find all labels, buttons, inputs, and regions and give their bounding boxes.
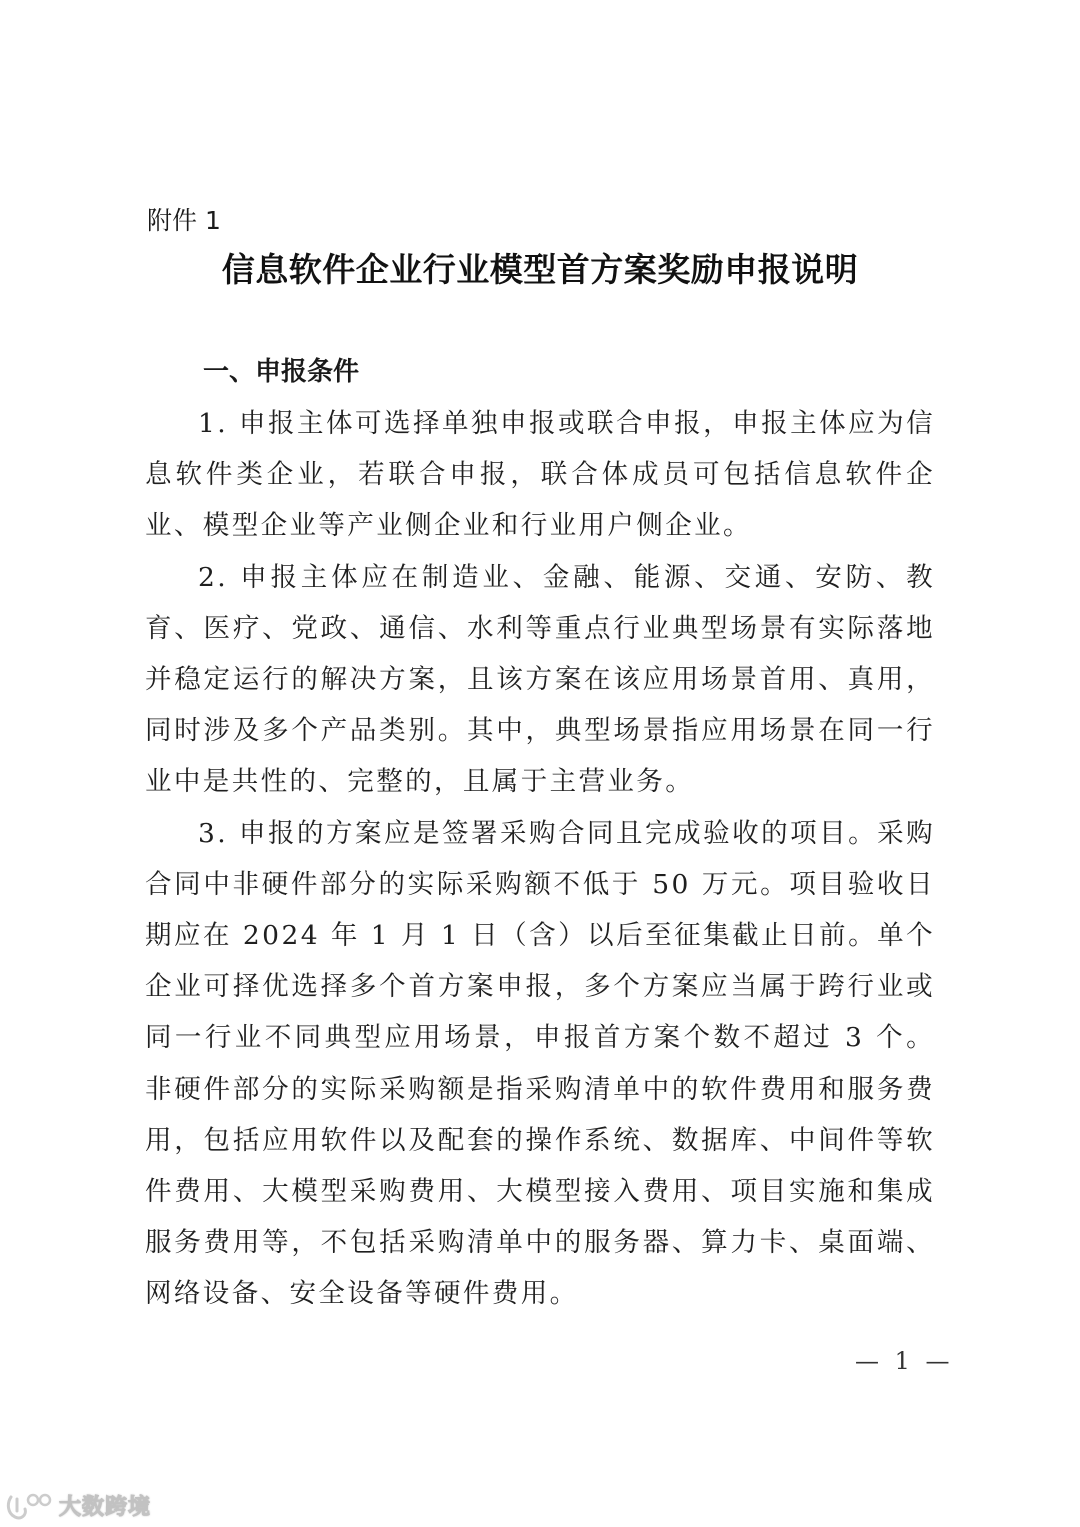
weibo-style-logo-icon: [5, 1491, 55, 1521]
paragraph-1: 1. 申报主体可选择单独申报或联合申报，申报主体应为信息软件类企业，若联合申报，联合体成员可包括信息软件企业、模型企业等产业侧企业和行业用户侧企业。: [145, 408, 935, 542]
watermark-text: 大数跨境: [59, 1495, 152, 1520]
paragraph-2: 2. 申报主体应在制造业、金融、能源、交通、安防、教育、医疗、党政、通信、水利等重点行业典型场景有实际落地并稳定运行的解决方案，且该方案在该应用场景首用、真用，同时涉及多个产品类别。其中，典型场景指应用场景在同一行业中是共性的、完整的，且属于主营业务。: [145, 561, 935, 798]
watermark: [5, 1490, 151, 1521]
section-heading: 一、申报条件: [203, 357, 360, 387]
attachment-label: 附件 1: [147, 206, 221, 235]
document-body: [145, 398, 935, 1320]
paragraph-3: 3. 申报的方案应是签署采购合同且完成验收的项目。采购合同中非硬件部分的实际采购额不低于 50 万元。项目验收日期应在 2024 年 1 月 1 日（含）以后至征集截止日前。单个企业可择优选择多个首方案申报，多个方案应当属于跨行业或同一行业不同典型应用场景，申报首方案个数不超过 3 个。非硬件部分的实际采购额是指采购清单中的软件费用和服务费用，包括应用软件以及配套的操作系统、数据库、中间件等软件费用、大模型采购费用、大模型接入费用、项目实施和集成服务费用等，不包括采购清单中的服务器、算力卡、桌面端、网络设备、安全设备等硬件费用。: [145, 817, 935, 1310]
page-number: — 1 —: [855, 1347, 954, 1375]
document-title: 信息软件企业行业模型首方案奖励申报说明: [221, 250, 859, 289]
